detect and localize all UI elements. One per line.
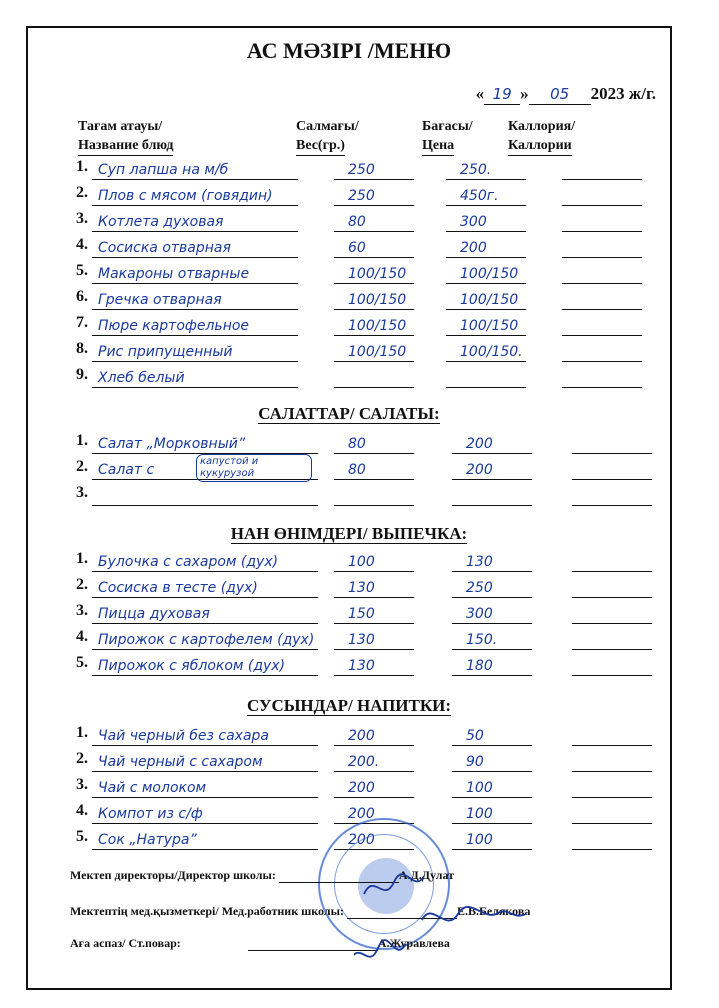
item-number: 3. [76,484,88,501]
medic-name: Е.В.Белякова [456,904,531,918]
item-name: Сок „Натура” [98,832,197,848]
list-item [28,718,670,746]
header-price [422,117,473,156]
calories-line [562,387,642,388]
item-number: 7. [76,314,88,331]
cook-label: Аға аспаз/ Ст.повар: [70,936,181,950]
header-name-ru: Название блюд [78,136,173,156]
header-weight [296,117,359,156]
item-price: 250 [466,580,493,596]
header-weight-kz: Салмағы/ [296,119,359,134]
item-name: Салат „Морковный” [98,436,246,452]
item-name: Котлета духовая [98,214,224,230]
item-name: Хлеб белый [98,370,185,386]
name-line [92,387,298,388]
item-weight: 100/150 [348,344,407,360]
name-line [92,849,318,850]
list-item [28,256,670,284]
salads-heading: САЛАТТАР/ САЛАТЫ: [258,404,440,423]
list-item [28,796,670,824]
item-weight: 250 [348,162,375,178]
list-item [28,204,670,232]
item-weight: 100/150 [348,318,407,334]
item-price: 50 [466,728,484,744]
item-weight: 200 [348,780,375,796]
list-item [28,544,670,572]
weight-line [334,505,414,506]
item-name: Сосиска отварная [98,240,231,256]
item-number: 2. [76,458,88,475]
item-weight: 60 [348,240,366,256]
date-open-quote: « [475,84,485,103]
item-name: Компот из с/ф [98,806,203,822]
list-item [28,334,670,362]
price-line [452,849,532,850]
item-name: Макароны отварные [98,266,250,282]
date-line [476,84,656,105]
menu-sheet [26,26,672,990]
item-weight: 200 [348,728,375,744]
list-item [28,622,670,650]
price-line [452,675,532,676]
handwritten-signatures [354,864,594,976]
item-weight: 80 [348,462,366,478]
item-price: 130 [466,554,493,570]
item-weight: 150 [348,606,375,622]
list-item [28,230,670,258]
item-price: 300 [466,606,493,622]
item-price: 450г. [460,188,499,204]
list-item [28,770,670,798]
item-price: 250. [460,162,492,178]
item-weight: 250 [348,188,375,204]
date-year: 2023 ж/г. [590,84,656,103]
item-number: 1. [76,724,88,741]
director-name: А.Д.Дулат [398,868,455,882]
item-weight: 80 [348,436,366,452]
item-price: 100/150 [460,292,519,308]
item-number: 4. [76,628,88,645]
list-item [28,478,670,506]
item-weight: 200. [348,754,380,770]
list-item [28,648,670,676]
date-day: 19 [492,85,512,103]
drinks-heading: СУСЫНДАР/ НАПИТКИ: [246,696,452,715]
director-label: Мектеп директоры/Директор школы: [70,868,276,882]
item-price: 100 [466,806,493,822]
item-name: Пюре картофельное [98,318,250,334]
item-name: Сосиска в тесте (дух) [98,580,258,596]
header-calories [508,117,575,156]
bakery-heading: НАН ӨНІМДЕРІ/ ВЫПЕЧКА: [230,524,468,543]
list-item [28,426,670,454]
item-price: 100/150 [460,266,519,282]
item-price: 200 [466,462,493,478]
item-name: Чай черный без сахара [98,728,270,744]
price-line [446,387,526,388]
item-name: Чай с молоком [98,780,207,796]
item-number: 1. [76,550,88,567]
list-item [28,452,670,480]
item-weight: 200 [348,832,375,848]
list-item [28,570,670,598]
item-name: Рис припущенный [98,344,233,360]
item-number: 5. [76,262,88,279]
item-name: Чай черный с сахаром [98,754,263,770]
item-number: 2. [76,750,88,767]
item-number: 4. [76,236,88,253]
item-number: 9. [76,366,88,383]
name-line [92,675,318,676]
item-weight: 200 [348,806,375,822]
item-price: 100/150. [460,344,523,360]
item-weight: 100/150 [348,266,407,282]
header-calories-ru: Каллории [508,136,572,156]
list-item [28,596,670,624]
item-number: 4. [76,802,88,819]
weight-line [334,387,414,388]
item-number: 5. [76,828,88,845]
price-line [452,505,532,506]
calories-line [572,675,652,676]
date-close-quote: » [520,84,529,103]
item-number: 3. [76,602,88,619]
item-price: 100 [466,780,493,796]
cook-name: А.Журавлева [377,936,450,950]
item-name: Плов с мясом (говядин) [98,188,273,204]
header-name [78,117,173,156]
item-number: 8. [76,340,88,357]
list-item [28,308,670,336]
item-weight: 100/150 [348,292,407,308]
item-weight: 130 [348,658,375,674]
header-price-ru: Цена [422,136,454,156]
list-item [28,744,670,772]
item-name: Гречка отварная [98,292,222,308]
item-name: Пирожок с яблоком (дух) [98,658,286,674]
item-number: 2. [76,576,88,593]
page-title: АС МӘЗІРІ /МЕНЮ [246,38,452,63]
header-name-kz: Тағам атауы/ [78,119,163,134]
header-weight-ru: Вес(гр.) [296,136,345,156]
item-number: 6. [76,288,88,305]
item-name: Булочка с сахаром (дух) [98,554,279,570]
item-number: 3. [76,210,88,227]
item-price: 150. [466,632,498,648]
list-item [28,178,670,206]
item-note: капустой и кукурузой [196,454,312,482]
medic-label: Мектептің мед.қызметкері/ Мед.работник школы: [70,904,344,918]
list-item [28,360,670,388]
item-name: Суп лапша на м/б [98,162,229,178]
item-price: 100/150 [460,318,519,334]
item-weight: 130 [348,632,375,648]
item-weight: 130 [348,580,375,596]
item-name: Пирожок с картофелем (дух) [98,632,315,648]
calories-line [572,505,652,506]
item-name: Пицца духовая [98,606,210,622]
item-number: 2. [76,184,88,201]
name-line [92,505,318,506]
item-price: 180 [466,658,493,674]
header-calories-kz: Каллория/ [508,119,576,134]
date-month: 05 [550,85,570,103]
header-price-kz: Бағасы/ [422,119,473,134]
item-price: 300 [460,214,487,230]
item-number: 5. [76,654,88,671]
item-number: 1. [76,432,88,449]
item-price: 90 [466,754,484,770]
item-price: 200 [466,436,493,452]
list-item [28,282,670,310]
item-weight: 100 [348,554,375,570]
item-number: 1. [76,158,88,175]
item-number: 3. [76,776,88,793]
item-name: Салат с [98,462,155,478]
weight-line [334,675,414,676]
calories-line [572,849,652,850]
item-price: 200 [460,240,487,256]
list-item [28,152,670,180]
item-weight: 80 [348,214,366,230]
item-price: 100 [466,832,493,848]
